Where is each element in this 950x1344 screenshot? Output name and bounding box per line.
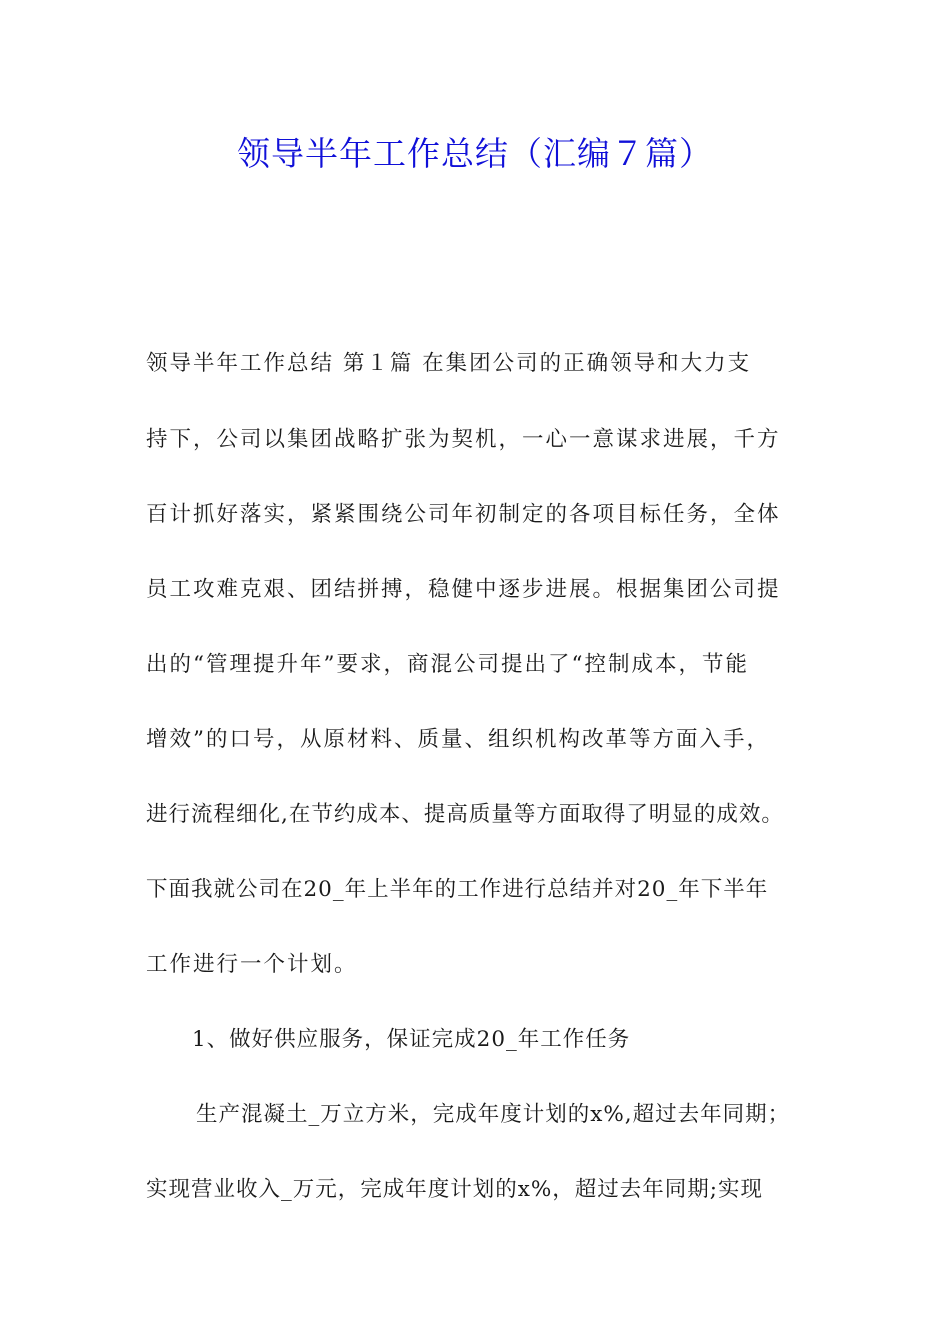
document-title: 领导半年工作总结（汇编７篇） [237,134,713,173]
section-heading-1: 1、做好供应服务，保证完成20_年工作任务 [192,1027,631,1052]
body-line-1: 领导半年工作总结 第１篇 在集团公司的正确领导和大力支 [146,351,752,376]
body-line-2: 持下，公司以集团战略扩张为契机，一心一意谋求进展，千方 [146,427,781,452]
body-line-3: 百计抓好落实，紧紧围绕公司年初制定的各项目标任务，全体 [146,502,781,527]
body-line-7: 进行流程细化,在节约成本、提高质量等方面取得了明显的成效。 [146,802,784,827]
body-line-10: 生产混凝土_万立方米，完成年度计划的x%,超过去年同期； [196,1102,791,1127]
body-line-4: 员工攻难克艰、团结拼搏，稳健中逐步进展。根据集团公司提 [146,577,781,602]
body-line-8: 下面我就公司在20_年上半年的工作进行总结并对20_年下半年 [146,877,769,902]
body-line-5: 出的“管理提升年”要求，商混公司提出了“控制成本，节能 [146,652,749,677]
body-line-11: 实现营业收入_万元，完成年度计划的x%，超过去年同期;实现 [146,1177,764,1202]
body-line-6: 增效”的口号，从原材料、质量、组织机构改革等方面入手， [146,727,770,752]
body-line-9: 工作进行一个计划。 [146,952,358,977]
